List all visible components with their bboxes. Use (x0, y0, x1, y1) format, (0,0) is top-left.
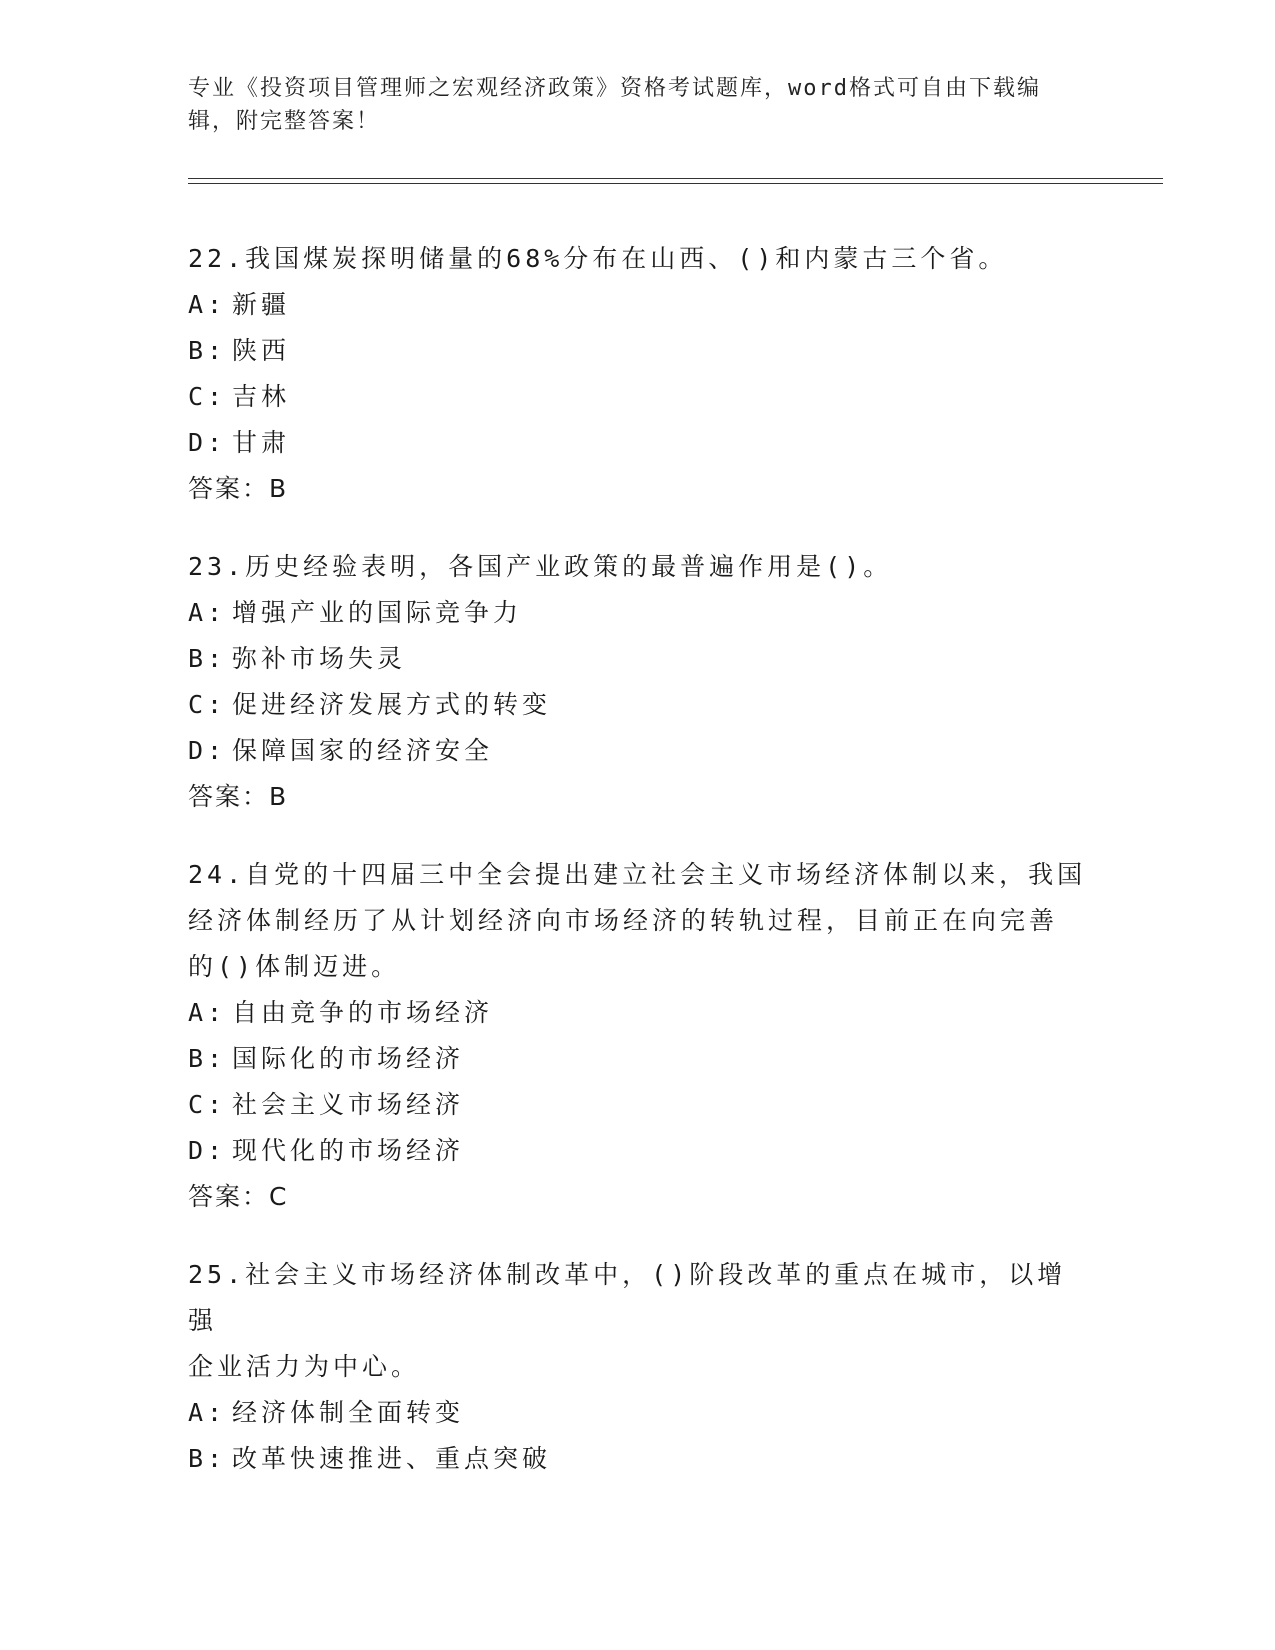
question-22 (188, 236, 1088, 512)
question-25 (188, 1252, 1088, 1482)
option-letter: A: (188, 290, 227, 319)
option-letter: C: (188, 1090, 227, 1119)
option-letter: D: (188, 1136, 227, 1165)
option-c (188, 1082, 1088, 1128)
question-stem-line-1: 25.社会主义市场经济体制改革中，()阶段改革的重点在城市，以增强 (188, 1260, 1067, 1335)
header-divider-top (188, 178, 1163, 179)
option-text: 自由竞争的市场经济 (232, 998, 494, 1027)
option-d (188, 728, 1088, 774)
option-letter: C: (188, 382, 227, 411)
question-stem-line-1: 24.自党的十四届三中全会提出建立社会主义市场经济体制以来，我国 (188, 860, 1087, 889)
option-a (188, 1390, 1088, 1436)
option-text: 促进经济发展方式的转变 (232, 690, 552, 719)
answer-line: 答案：B (188, 782, 289, 811)
option-letter: B: (188, 1044, 227, 1073)
option-text: 社会主义市场经济 (232, 1090, 465, 1119)
answer-line: 答案：B (188, 474, 289, 503)
option-text: 经济体制全面转变 (232, 1398, 465, 1427)
option-b (188, 1436, 1088, 1482)
answer-line: 答案：C (188, 1182, 289, 1211)
option-letter: B: (188, 644, 227, 673)
option-b (188, 636, 1088, 682)
header-line-2: 辑，附完整答案！ (188, 109, 381, 134)
option-text: 国际化的市场经济 (232, 1044, 465, 1073)
option-text: 保障国家的经济安全 (232, 736, 494, 765)
question-stem-line-2: 企业活力为中心。 (188, 1352, 421, 1381)
option-d (188, 1128, 1088, 1174)
option-text: 陕西 (232, 336, 291, 365)
question-24 (188, 852, 1088, 1220)
option-letter: A: (188, 998, 227, 1027)
option-letter: C: (188, 690, 227, 719)
option-a (188, 590, 1088, 636)
option-text: 增强产业的国际竞争力 (232, 598, 523, 627)
option-b (188, 1036, 1088, 1082)
header-line-1: 专业《投资项目管理师之宏观经济政策》资格考试题库，word格式可自由下载编 (188, 76, 1041, 101)
document-header (188, 72, 1088, 138)
option-letter: A: (188, 598, 227, 627)
question-23 (188, 544, 1088, 820)
option-c (188, 374, 1088, 420)
question-stem: 22.我国煤炭探明储量的68%分布在山西、()和内蒙古三个省。 (188, 244, 1008, 273)
option-a (188, 282, 1088, 328)
option-b (188, 328, 1088, 374)
question-stem-line-3: 的()体制迈进。 (188, 952, 401, 981)
option-letter: D: (188, 736, 227, 765)
header-divider-bottom (188, 183, 1163, 184)
option-text: 改革快速推进、重点突破 (232, 1444, 552, 1473)
option-c (188, 682, 1088, 728)
question-list (188, 236, 1088, 1514)
option-text: 弥补市场失灵 (232, 644, 407, 673)
question-stem: 23.历史经验表明，各国产业政策的最普遍作用是()。 (188, 552, 893, 581)
option-letter: B: (188, 336, 227, 365)
option-letter: A: (188, 1398, 227, 1427)
question-stem-line-2: 经济体制经历了从计划经济向市场经济的转轨过程，目前正在向完善 (188, 906, 1059, 935)
option-a (188, 990, 1088, 1036)
option-letter: D: (188, 428, 227, 457)
option-text: 新疆 (232, 290, 291, 319)
option-text: 甘肃 (232, 428, 291, 457)
option-text: 现代化的市场经济 (232, 1136, 465, 1165)
option-d (188, 420, 1088, 466)
option-text: 吉林 (232, 382, 291, 411)
option-letter: B: (188, 1444, 227, 1473)
